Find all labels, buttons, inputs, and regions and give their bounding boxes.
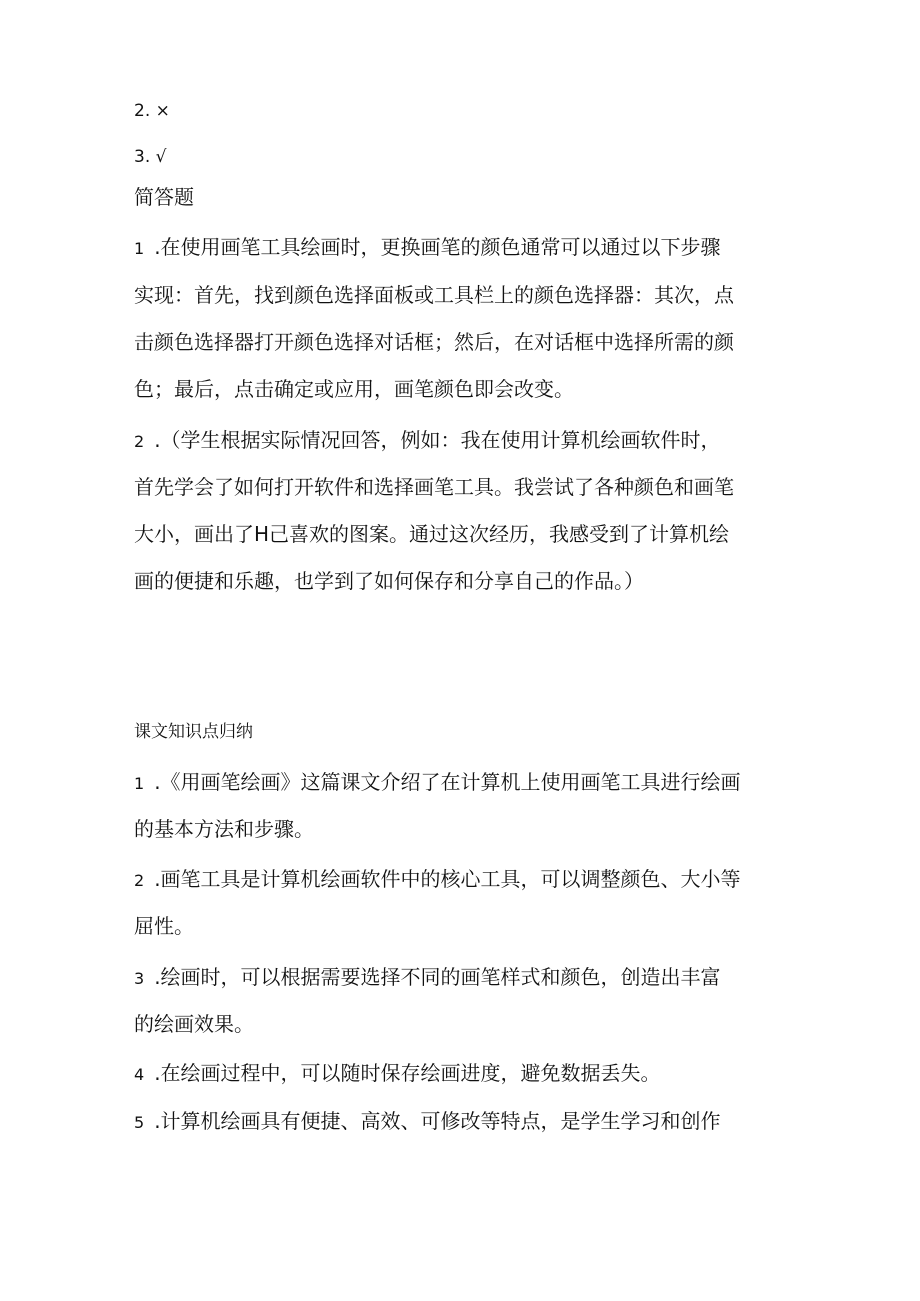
summary-p2-number: 2 [134,871,145,890]
short-answer-q2-text-1: .（学生根据实际情况回答，例如：我在使用计算机绘画软件时， [154,428,721,452]
short-answer-q2-number: 2 [134,432,145,451]
summary-p2-text-1: .画笔工具是计算机绘画软件中的核心工具，可以调整颜色、大小等 [154,867,741,891]
summary-p5-number: 5 [134,1113,145,1132]
short-answer-q2-line-2: 首先学会了如何打开软件和选择画笔工具。我尝试了各种颜色和画笔 [134,475,734,499]
summary-p1-line-1 [134,767,741,799]
summary-p3-line-2: 的绘画效果。 [134,1012,254,1036]
summary-p1-line-2: 的基本方法和步骤。 [134,817,314,841]
short-answer-q2-line-4: 画的便捷和乐趣，也学到了如何保存和分享自己的作品。） [134,569,644,593]
short-answer-q1-line-1 [134,232,721,264]
summary-p3-line-1 [134,962,721,994]
short-answer-q1-line-2: 实现：首先，找到颜色选择面板或工具栏上的颜色选择器：其次，点 [134,283,734,307]
answer-item-3: 3. √ [134,147,167,167]
summary-p4-number: 4 [134,1065,145,1084]
summary-p4-line-1 [134,1058,661,1090]
answer-item-2: 2. × [134,101,170,121]
summary-p4-text-1: .在绘画过程中，可以随时保存绘画进度，避免数据丢失。 [154,1061,661,1085]
summary-p2-line-1 [134,864,741,896]
summary-p5-line-1 [134,1106,721,1138]
short-answer-heading: 简答题 [134,185,194,209]
short-answer-q1-number: 1 [134,239,145,258]
short-answer-q2-line-3: 大小，画出了H己喜欢的图案。通过这次经历，我感受到了计算机绘 [134,522,730,546]
short-answer-q1-line-4: 色；最后，点击确定或应用，画笔颜色即会改变。 [134,377,574,401]
short-answer-q2-line-1 [134,425,721,457]
summary-p5-text-1: .计算机绘画具有便捷、高效、可修改等特点，是学生学习和创作 [154,1109,721,1133]
short-answer-q1-line-3: 击颜色选择器打开颜色选择对话框；然后，在对话框中选择所需的颜 [134,330,734,354]
summary-p1-text-1: .《用画笔绘画》这篇课文介绍了在计算机上使用画笔工具进行绘画 [154,770,741,794]
summary-p1-number: 1 [134,774,145,793]
summary-p3-number: 3 [134,969,145,988]
short-answer-q1-text-1: .在使用画笔工具绘画时，更换画笔的颜色通常可以通过以下步骤 [154,235,721,259]
summary-p3-text-1: .绘画时，可以根据需要选择不同的画笔样式和颜色，创造出丰富 [154,965,721,989]
summary-p2-line-2: 屈性。 [134,914,194,938]
summary-heading: 课文知识点归纳 [134,722,253,742]
